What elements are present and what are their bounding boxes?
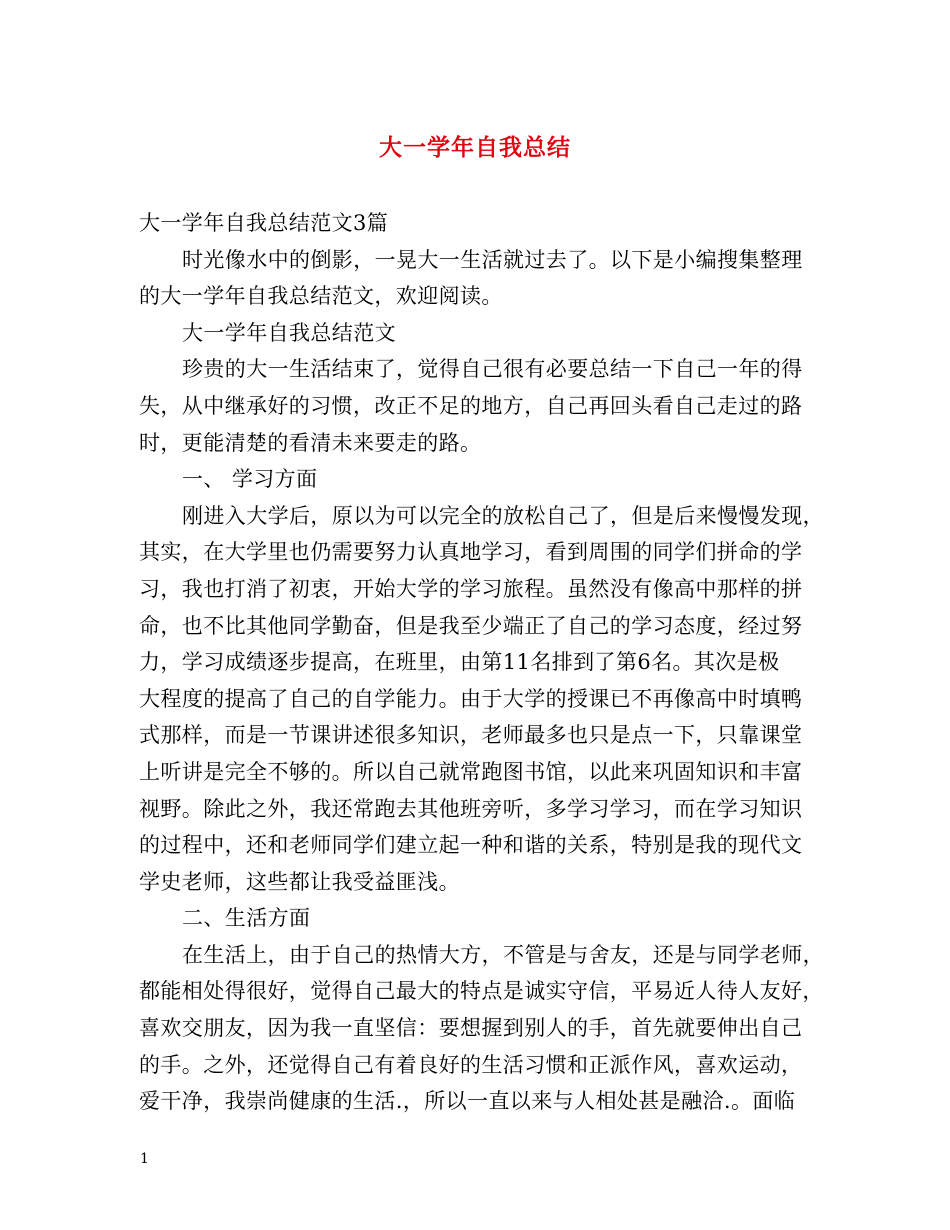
text-line: 大一学年自我总结范文 <box>182 320 396 345</box>
text-line: 上听讲是完全不够的。所以自己就常跑图书馆，以此来巩固知识和丰富 <box>139 759 803 784</box>
document-body <box>139 205 829 1120</box>
text-line: 时，更能清楚的看清未来要走的路。 <box>139 430 482 455</box>
text-line: 大程度的提高了自己的自学能力。由于大学的授课已不再像高中时填鸭 <box>139 686 803 711</box>
text-line: 命，也不比其他同学勤奋，但是我至少端正了自己的学习态度，经过努 <box>139 613 803 638</box>
text-line: 的手。之外，还觉得自己有着良好的生活习惯和正派作风，喜欢运动， <box>139 1052 803 1077</box>
text-line: 的过程中，还和老师同学们建立起一种和谐的关系，特别是我的现代文 <box>139 833 803 858</box>
text-line: 时光像水中的倒影，一晃大一生活就过去了。以下是小编搜集整理 <box>182 247 803 272</box>
text-line: 学史老师，这些都让我受益匪浅。 <box>139 869 460 894</box>
text-line: 力，学习成绩逐步提高，在班里，由第11名排到了第6名。其次是极 <box>139 650 780 675</box>
text-line: 的大一学年自我总结范文，欢迎阅读。 <box>139 284 503 309</box>
text-line: 习，我也打消了初衷，开始大学的学习旅程。虽然没有像高中那样的拼 <box>139 576 803 601</box>
text-line: 失，从中继承好的习惯，改正不足的地方，自己再回头看自己走过的路 <box>139 393 803 418</box>
text-line: 都能相处得很好，觉得自己最大的特点是诚实守信，平易近人待人友好， <box>139 979 824 1004</box>
page-number: 1 <box>140 1151 149 1167</box>
text-line: 一、 学习方面 <box>182 467 318 492</box>
text-line: 喜欢交朋友，因为我一直坚信：要想握到别人的手，首先就要伸出自己 <box>139 1016 803 1041</box>
text-line: 二、生活方面 <box>182 906 311 931</box>
document-title: 大一学年自我总结 <box>379 134 571 161</box>
text-line: 珍贵的大一生活结束了，觉得自己很有必要总结一下自己一年的得 <box>182 357 803 382</box>
text-line: 大一学年自我总结范文3篇 <box>139 211 389 235</box>
text-line: 爱干净，我崇尚健康的生活.，所以一直以来与人相处甚是融洽.。面临 <box>139 1089 796 1114</box>
text-line: 式那样，而是一节课讲述很多知识，老师最多也只是点一下，只靠课堂 <box>139 723 803 748</box>
text-line: 其实，在大学里也仍需要努力认真地学习，看到周围的同学们拼命的学 <box>139 540 803 565</box>
text-line: 刚进入大学后，原以为可以完全的放松自己了，但是后来慢慢发现， <box>182 503 824 528</box>
text-line: 在生活上，由于自己的热情大方，不管是与舍友，还是与同学老师， <box>182 942 824 967</box>
text-line: 视野。除此之外，我还常跑去其他班旁听，多学习学习，而在学习知识 <box>139 796 803 821</box>
